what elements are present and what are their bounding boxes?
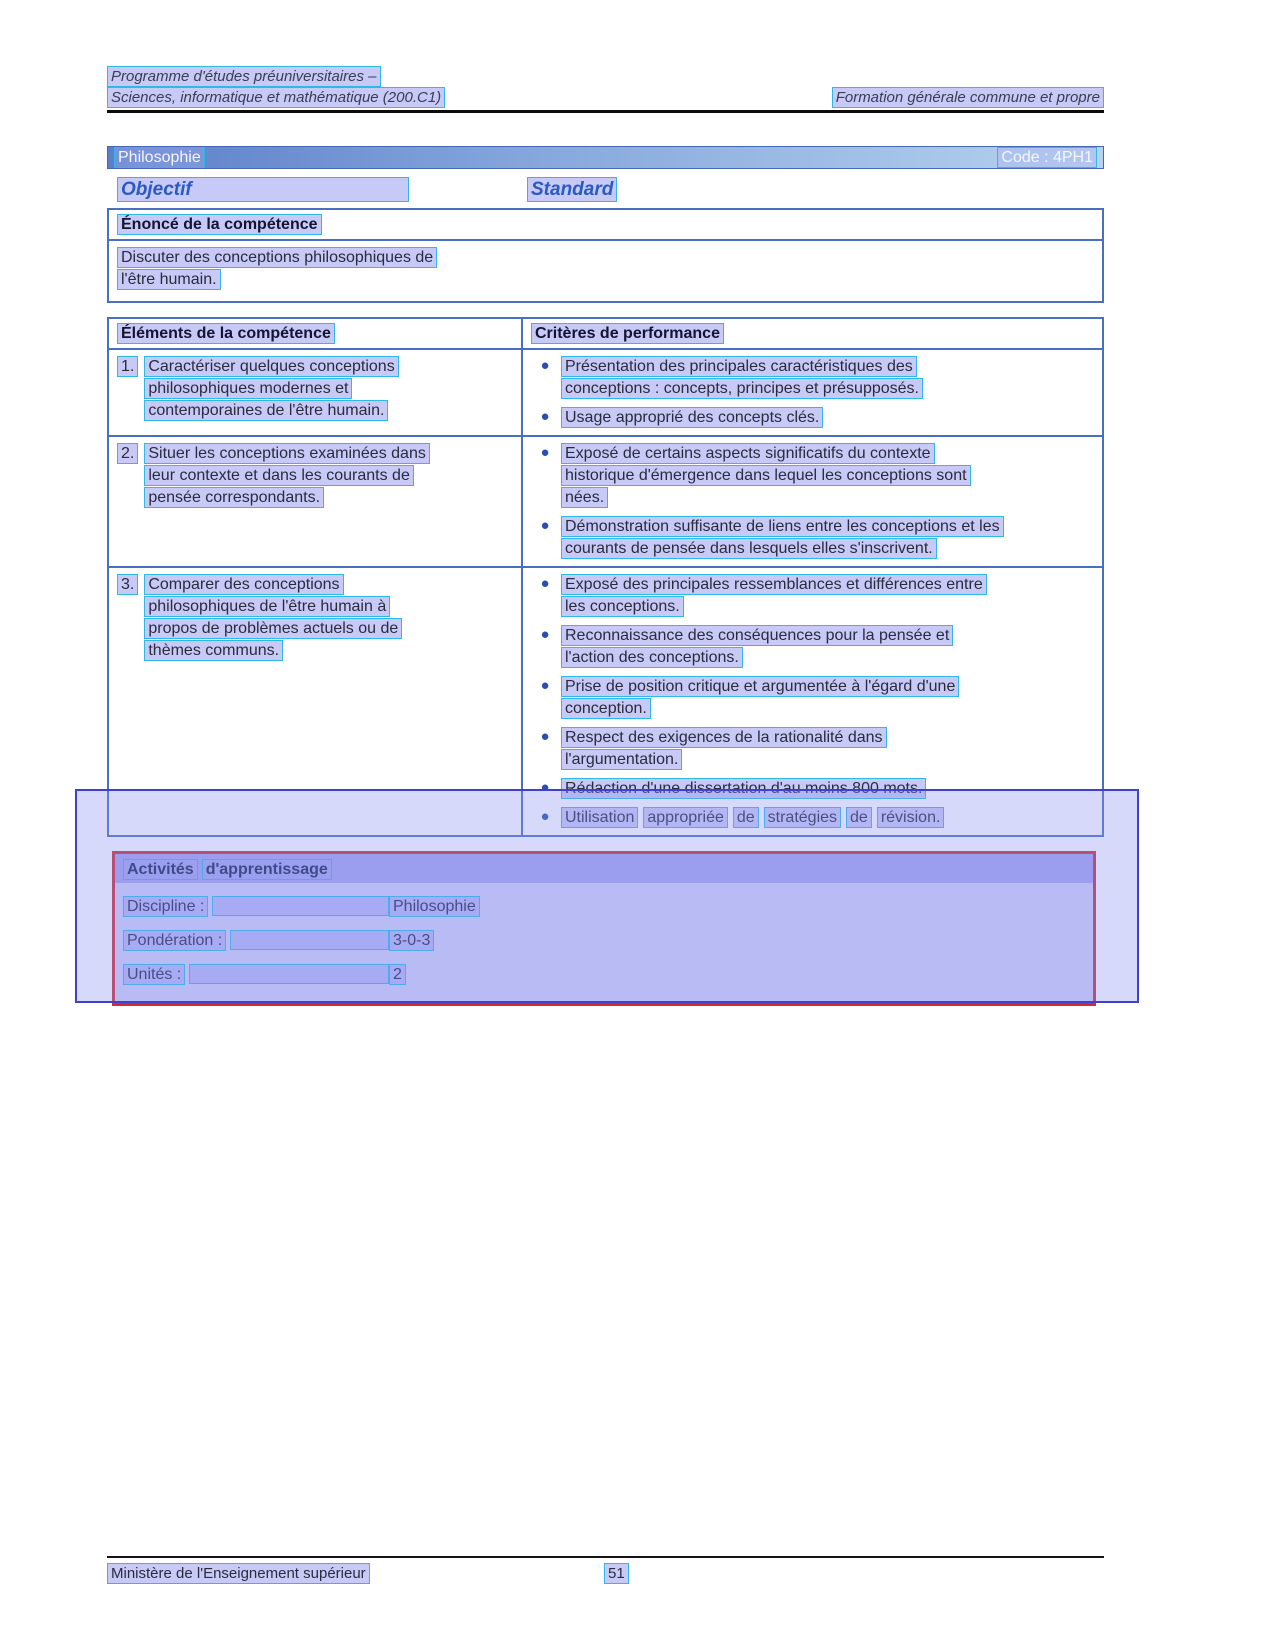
page-number: 51	[604, 1563, 629, 1584]
element-text-line: thèmes communs.	[144, 640, 283, 661]
ponderation-label: Pondération :	[123, 930, 226, 951]
enonce-text-line: l'être humain.	[117, 269, 221, 290]
column-headers	[107, 177, 1104, 205]
activites-body	[115, 883, 1093, 1003]
criterion	[529, 778, 1096, 800]
bullet-icon: ●	[540, 408, 550, 425]
criterion-word: appropriée	[643, 807, 728, 828]
course-banner	[107, 146, 1104, 169]
table-row	[109, 435, 1102, 566]
criteria-cell	[523, 437, 1102, 566]
element-text-line: contemporaines de l'être humain.	[144, 400, 388, 421]
bullet-icon: ●	[540, 575, 550, 592]
criterion-word: stratégies	[764, 807, 841, 828]
element-text-line: philosophiques de l'être humain à	[144, 596, 390, 617]
criterion-text-line: conception.	[561, 698, 651, 719]
element-number: 2.	[117, 443, 138, 464]
course-title: Philosophie	[114, 147, 205, 168]
element-cell	[109, 350, 523, 435]
enonce-table	[107, 208, 1104, 303]
bullet-icon: ●	[540, 808, 550, 825]
criterion-text-line: Exposé des principales ressemblances et différences entre	[561, 574, 987, 595]
bullet-icon: ●	[540, 677, 550, 694]
criterion-text-line: l'action des conceptions.	[561, 647, 743, 668]
criteres-header: Critères de performance	[531, 323, 724, 344]
criterion-text-line: l'argumentation.	[561, 749, 682, 770]
criterion-text-line: Prise de position critique et argumentée à l'égard d'une	[561, 676, 959, 697]
discipline-label: Discipline :	[123, 896, 208, 917]
tab-leader	[189, 964, 389, 984]
activites-box	[112, 851, 1096, 1006]
criterion	[529, 807, 1096, 829]
tab-leader	[212, 896, 389, 916]
unites-value: 2	[389, 964, 406, 985]
element-text-line: propos de problèmes actuels ou de	[144, 618, 402, 639]
criterion-text-line: courants de pensée dans lesquels elles s'inscrivent.	[561, 538, 937, 559]
elements-header: Éléments de la compétence	[117, 323, 335, 344]
document-content	[107, 66, 1104, 1006]
activites-row	[123, 889, 1085, 923]
program-title-line2: Sciences, informatique et mathématique (200.C1)	[107, 87, 445, 108]
enonce-header: Énoncé de la compétence	[117, 214, 322, 235]
competence-table	[107, 317, 1104, 837]
element-text-line: Caractériser quelques conceptions	[144, 356, 398, 377]
discipline-value: Philosophie	[389, 896, 480, 917]
tab-leader	[230, 930, 389, 950]
element-text-line: leur contexte et dans les courants de	[144, 465, 414, 486]
activites-header-row	[115, 854, 1093, 883]
criterion-text-line: Rédaction d'une dissertation d'au moins 800 mots.	[561, 778, 926, 799]
formation-label: Formation générale commune et propre	[832, 87, 1104, 108]
table-row	[109, 566, 1102, 835]
criterion-text-line: Exposé de certains aspects significatifs du contexte	[561, 443, 935, 464]
criterion-word: de	[846, 807, 872, 828]
header-left	[107, 66, 445, 108]
element-cell	[109, 437, 523, 566]
bullet-icon: ●	[540, 357, 550, 374]
criterion-text-line: Reconnaissance des conséquences pour la pensée et	[561, 625, 953, 646]
criterion	[529, 443, 1096, 509]
criteria-cell	[523, 350, 1102, 435]
element-text-line: Situer les conceptions examinées dans	[144, 443, 430, 464]
criterion-text-line: Présentation des principales caractéristiques des	[561, 356, 917, 377]
element-number: 1.	[117, 356, 138, 377]
competence-table-header	[109, 319, 1102, 350]
activites-row	[123, 923, 1085, 957]
criterion-text-line: Usage approprié des concepts clés.	[561, 407, 823, 428]
objectif-heading: Objectif	[117, 177, 409, 202]
criterion-text-line: les conceptions.	[561, 596, 684, 617]
bullet-icon: ●	[540, 517, 550, 534]
element-text-line: Comparer des conceptions	[144, 574, 343, 595]
criterion	[529, 356, 1096, 400]
element-number: 3.	[117, 574, 138, 595]
criteria-cell	[523, 568, 1102, 835]
criterion-text-line: Démonstration suffisante de liens entre les conceptions et les	[561, 516, 1004, 537]
unites-label: Unités :	[123, 964, 185, 985]
criterion	[529, 574, 1096, 618]
element-text-line: pensée correspondants.	[144, 487, 324, 508]
activites-row	[123, 957, 1085, 991]
criterion-text-line: Respect des exigences de la rationalité dans	[561, 727, 887, 748]
criterion	[529, 676, 1096, 720]
criterion-text-line: historique d'émergence dans lequel les conceptions sont	[561, 465, 971, 486]
page-footer	[107, 1556, 1104, 1587]
enonce-text-line: Discuter des conceptions philosophiques de	[117, 247, 437, 268]
activites-header-word: Activités	[123, 859, 198, 880]
standard-heading: Standard	[527, 177, 617, 202]
table-row	[109, 350, 1102, 435]
criterion-text-line: conceptions : concepts, principes et présupposés.	[561, 378, 923, 399]
course-code: Code : 4PH1	[997, 147, 1097, 168]
program-title-line1: Programme d'études préuniversitaires –	[107, 66, 381, 87]
header-right	[832, 87, 1104, 108]
header-rule	[107, 110, 1104, 113]
criterion	[529, 516, 1096, 560]
bullet-icon: ●	[540, 728, 550, 745]
element-cell	[109, 568, 523, 835]
enonce-body	[109, 241, 1102, 301]
criterion	[529, 625, 1096, 669]
element-text-line: philosophiques modernes et	[144, 378, 352, 399]
activites-header-word: d'apprentissage	[202, 859, 332, 880]
bullet-icon: ●	[540, 626, 550, 643]
criterion	[529, 727, 1096, 771]
ministry-label: Ministère de l'Enseignement supérieur	[107, 1563, 370, 1584]
bullet-icon: ●	[540, 779, 550, 796]
criterion-text-line: nées.	[561, 487, 608, 508]
criterion-word: Utilisation	[561, 807, 638, 828]
criterion-word: révision.	[877, 807, 945, 828]
enonce-header-row	[109, 210, 1102, 241]
criterion-word: de	[733, 807, 759, 828]
criterion	[529, 407, 1096, 429]
ponderation-value: 3-0-3	[389, 930, 434, 951]
bullet-icon: ●	[540, 444, 550, 461]
page-header	[107, 66, 1104, 108]
